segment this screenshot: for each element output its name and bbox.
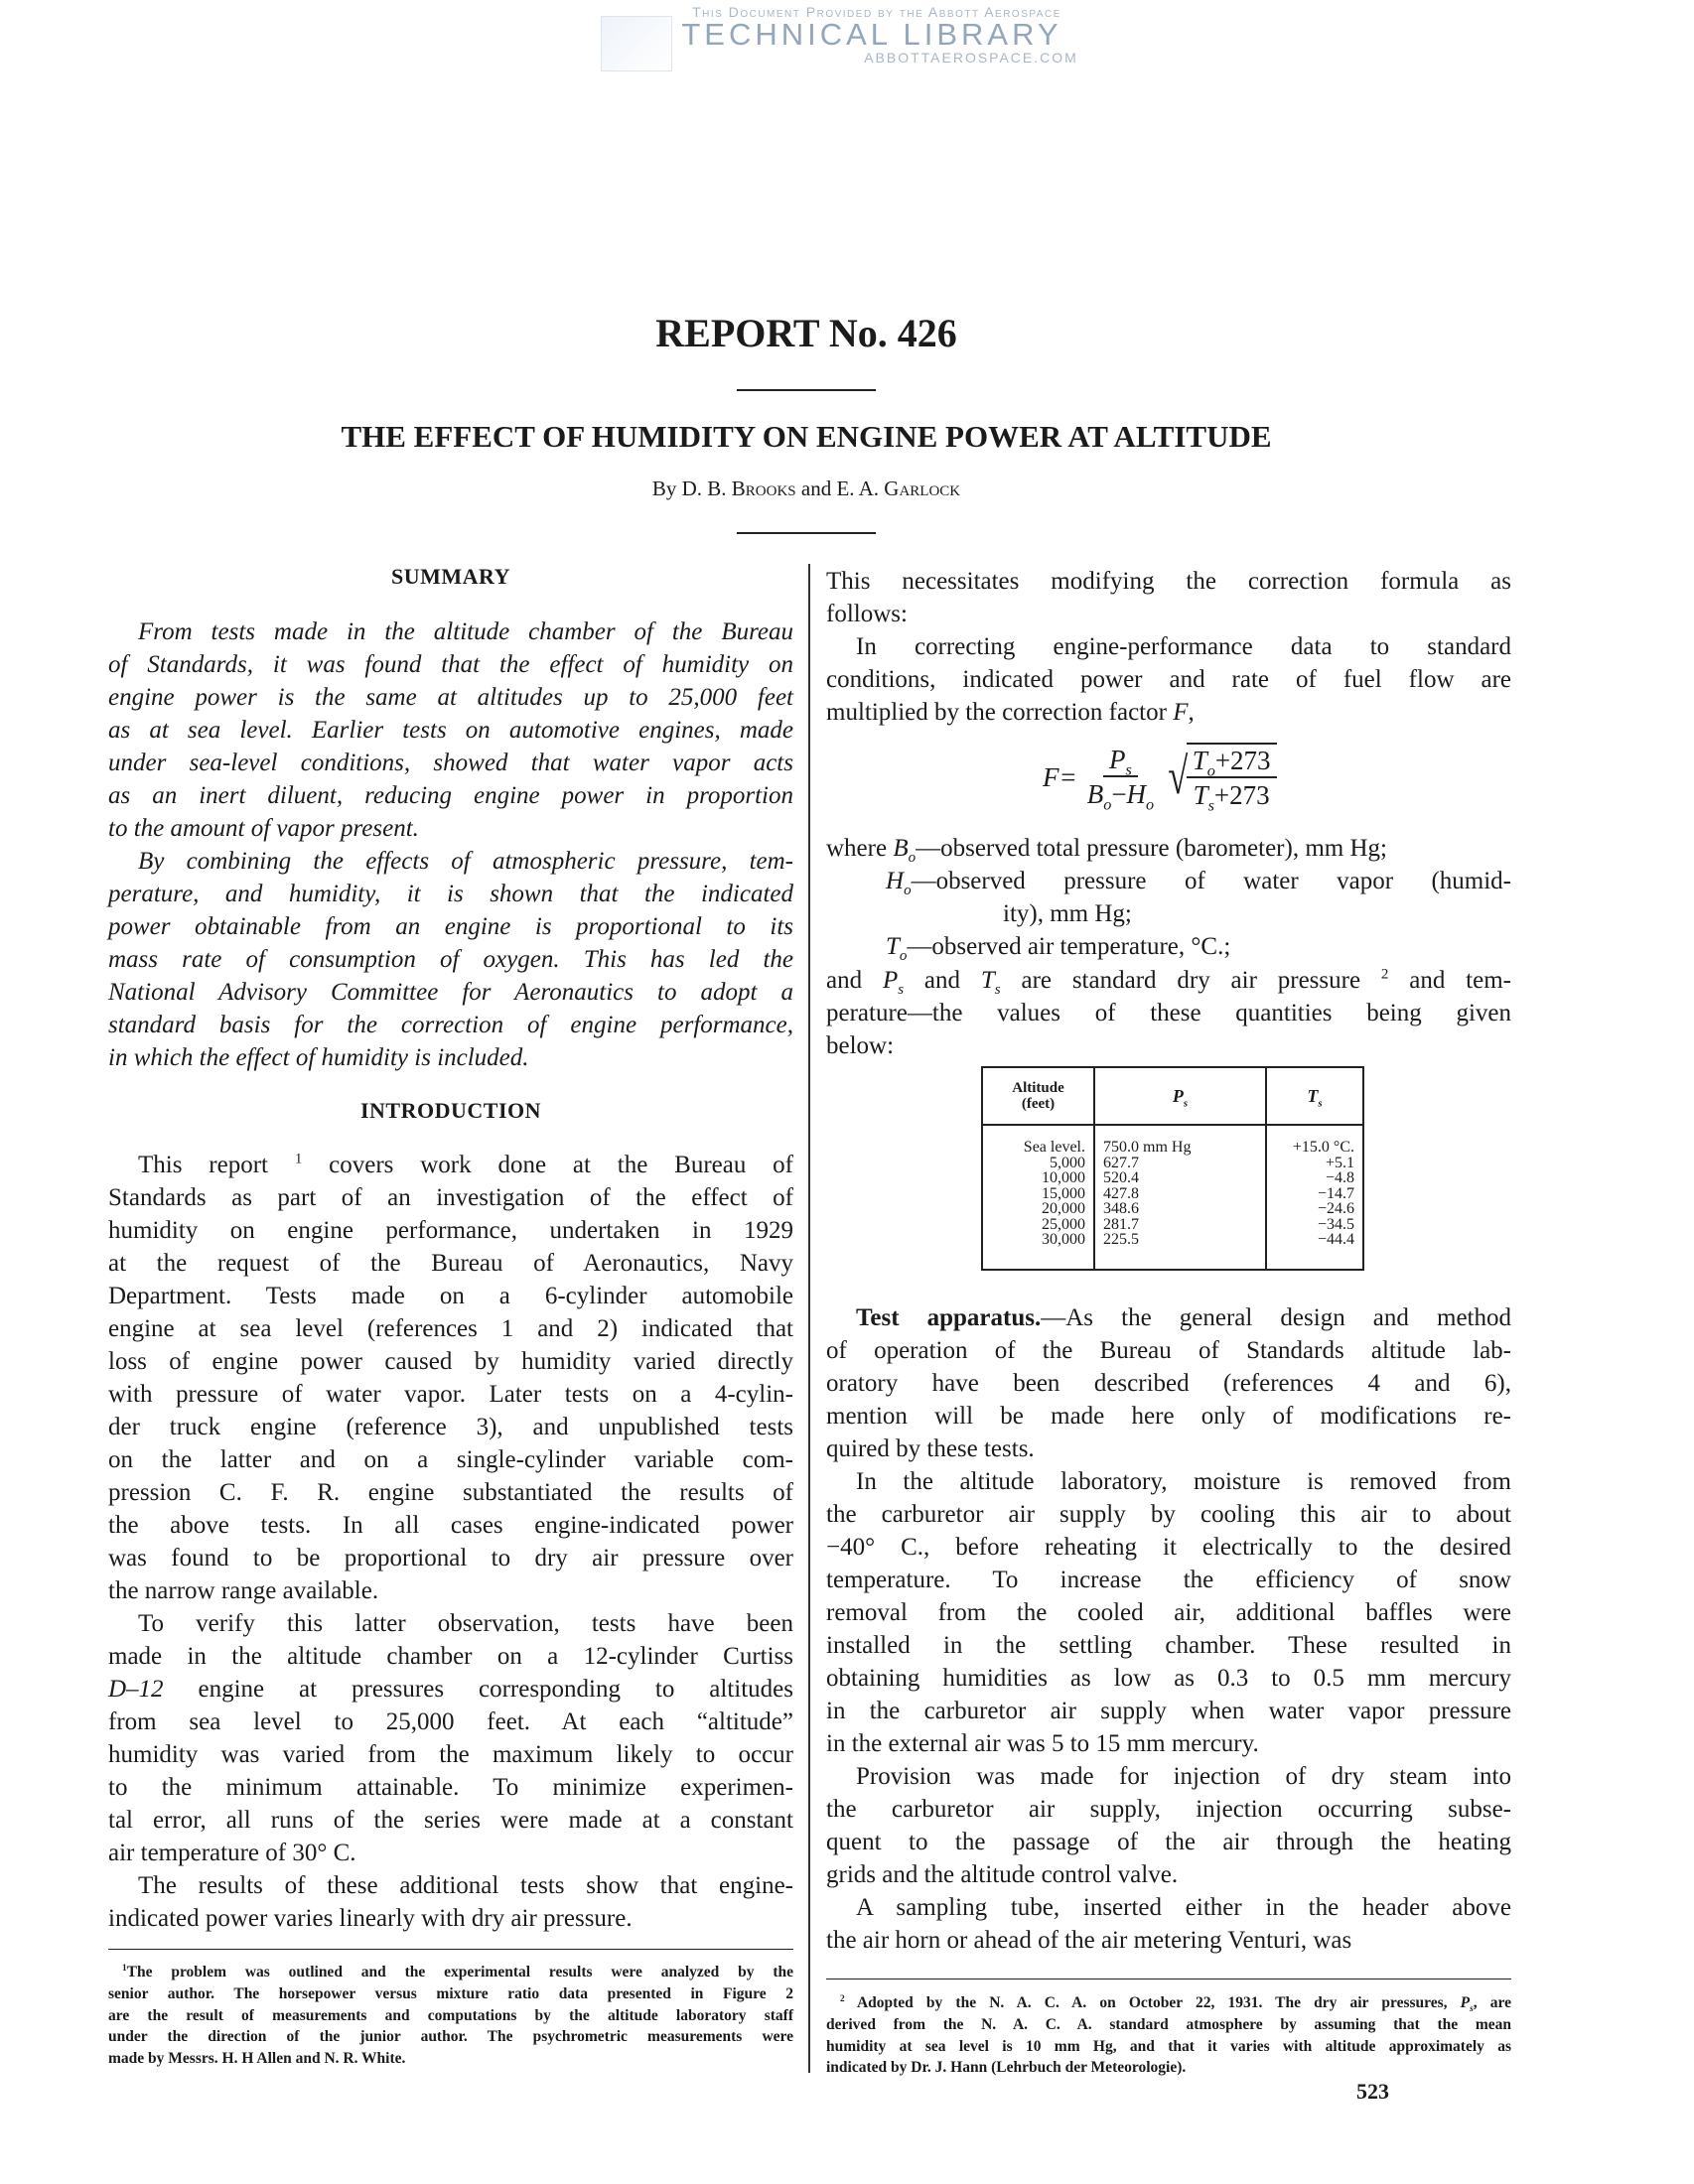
text-line xyxy=(108,1149,793,1181)
column-divider xyxy=(808,564,810,2073)
report-number: REPORT No. 426 xyxy=(655,311,957,355)
altitude-cell: 15,000 xyxy=(982,1186,1094,1202)
text-line: Department. Tests made on a 6-cylinder automobile xyxy=(108,1283,793,1309)
formula-root-fraction xyxy=(1187,745,1277,815)
text-segment: 1 xyxy=(294,1151,303,1167)
text-line: National Advisory Committee for Aeronautics to adopt a xyxy=(108,979,793,1006)
text-line: oratory have been described (references 4 and 6), xyxy=(826,1370,1511,1397)
formula-lhs: F= xyxy=(1043,761,1077,792)
text-line: By combining the effects of atmospheric pressure, tem- xyxy=(138,848,793,875)
text-line xyxy=(826,964,1511,997)
authors-rule xyxy=(737,532,876,534)
text-line: under the direction of the junior author. The psychrometric measurements were xyxy=(108,2028,793,2046)
text-line xyxy=(826,930,1511,963)
text-line: senior author. The horsepower versus mixture ratio data presented in Figure 2 xyxy=(108,1984,793,2002)
text-segment: —observed total pressure (barometer), mm Hg; xyxy=(916,835,1387,862)
text-segment: Adopted by the N. A. C. A. on October 22, 1931. The dry air pressures, xyxy=(844,1994,1461,2011)
text-line: mass rate of consumption of oxygen. This has led the xyxy=(108,946,793,973)
text-line xyxy=(826,1992,1511,2014)
formula-den-a: B xyxy=(1086,779,1104,809)
pressure-cell: 427.8 xyxy=(1094,1186,1266,1202)
text-line: follows: xyxy=(826,601,908,627)
text-line: perature—the values of these quantities being given xyxy=(826,1000,1511,1026)
formula-num: P xyxy=(1109,745,1126,774)
text-line: engine at sea level (references 1 and 2) indicated that xyxy=(108,1315,793,1342)
text-line: tal error, all runs of the series were made at a constant xyxy=(108,1807,793,1834)
text-segment: and tem- xyxy=(1388,967,1511,994)
text-line: temperature. To increase the efficiency of snow xyxy=(826,1567,1511,1593)
text-line: power obtainable from an engine is proportional to its xyxy=(108,913,793,940)
text-line xyxy=(826,1301,1511,1334)
header-pressure xyxy=(1094,1067,1266,1125)
text-line: −40° C., before reheating it electrically to the desired xyxy=(826,1534,1511,1561)
temperature-cell: −14.7 xyxy=(1266,1186,1363,1202)
text-line: Provision was made for injection of dry steam into xyxy=(856,1763,1511,1790)
temperature-cell: −34.5 xyxy=(1266,1217,1363,1233)
footnote-2 xyxy=(826,1992,1511,2079)
watermark xyxy=(0,4,1694,66)
formula-num-sub: s xyxy=(1125,760,1132,779)
test-apparatus-text xyxy=(826,1301,1511,1957)
text-line: removal from the cooled air, additional baffles were xyxy=(826,1599,1511,1626)
text-line: to the amount of vapor present. xyxy=(108,815,419,842)
altitude-cell: 5,000 xyxy=(982,1156,1094,1171)
temperature-cell: −4.8 xyxy=(1266,1170,1363,1186)
text-line: To verify this latter observation, tests have been xyxy=(138,1610,793,1637)
text-segment: P xyxy=(1460,1994,1471,2011)
text-segment: , xyxy=(1188,699,1195,726)
formula-den-b-sub: o xyxy=(1146,795,1155,814)
text-line: air temperature of 30° C. xyxy=(108,1840,356,1866)
text-line: made in the altitude chamber on a 12-cylinder Curtiss xyxy=(108,1643,793,1670)
text-line: the air horn or ahead of the air metering Venturi, was xyxy=(826,1927,1352,1954)
text-line: under sea-level conditions, showed that water vapor acts xyxy=(108,750,793,776)
text-segment: —observed air temperature, °C.; xyxy=(907,933,1231,960)
footnote-rule xyxy=(108,1949,793,1950)
standard-values-text xyxy=(826,964,1511,1062)
text-line: at the request of the Bureau of Aeronautics, Navy xyxy=(108,1250,793,1277)
formula-root-den-rest: +273 xyxy=(1213,780,1270,810)
header-t-sub: s xyxy=(1318,1097,1323,1110)
text-line xyxy=(108,1962,793,1983)
altitude-cell: 30,000 xyxy=(982,1232,1094,1248)
text-segment: o xyxy=(899,948,908,964)
altitude-cell: 25,000 xyxy=(982,1217,1094,1233)
text-segment: The problem was outlined and the experimental results were analyzed by the xyxy=(126,1964,793,1980)
text-line: A sampling tube, inserted either in the header above xyxy=(856,1894,1511,1921)
formula-root-num-sub: o xyxy=(1206,761,1215,780)
altitude-cell: Sea level. xyxy=(982,1125,1094,1156)
correction-formula xyxy=(1043,743,1277,815)
text-line: as an inert diluent, reducing engine power in proportion xyxy=(108,782,793,809)
header-p: P xyxy=(1172,1086,1184,1106)
text-line: pression C. F. R. engine substantiated the results of xyxy=(108,1479,793,1506)
text-line: loss of engine power caused by humidity varied directly xyxy=(108,1348,793,1375)
pressure-cell: 225.5 xyxy=(1094,1232,1266,1248)
temperature-cell: −44.4 xyxy=(1266,1232,1363,1248)
pressure-cell: 281.7 xyxy=(1094,1217,1266,1233)
text-segment: and xyxy=(904,967,981,994)
header-altitude-unit: (feet) xyxy=(1021,1096,1056,1112)
square-root-icon: √ xyxy=(1168,749,1189,805)
text-line: from sea level to 25,000 feet. At each “altitude” xyxy=(108,1708,793,1735)
text-line: quent to the passage of the air through the heating xyxy=(826,1829,1511,1855)
text-segment: 1 xyxy=(122,1963,127,1974)
formula-den-a-sub: o xyxy=(1103,795,1112,814)
text-segment: T xyxy=(980,967,995,994)
text-segment: F xyxy=(1173,699,1189,726)
header-altitude xyxy=(982,1067,1094,1125)
text-line: grids and the altitude control valve. xyxy=(826,1861,1179,1888)
table-row xyxy=(982,1217,1363,1233)
author-1: D. B. Brooks xyxy=(681,477,796,500)
text-line: ity), mm Hg; xyxy=(1003,900,1132,927)
text-line: the carburetor air supply by cooling this air to about xyxy=(826,1501,1511,1528)
text-segment: and xyxy=(826,967,883,994)
introduction-heading: INTRODUCTION xyxy=(359,1098,542,1123)
text-line: humidity at sea level is 10 mm Hg, and that it varies with altitude approximately as xyxy=(826,2037,1511,2055)
header-altitude-label: Altitude xyxy=(1012,1080,1064,1096)
text-line xyxy=(826,865,1511,897)
text-line: derived from the N. A. C. A. standard atmosphere by assuming that the mean xyxy=(826,2015,1511,2033)
formula-definitions xyxy=(826,832,1511,963)
correction-intro-text xyxy=(826,565,1511,729)
authors xyxy=(0,477,1613,501)
text-line: engine power is the same at altitudes up to 25,000 feet xyxy=(108,684,793,711)
formula-den-b: H xyxy=(1126,779,1147,809)
temperature-cell: +5.1 xyxy=(1266,1156,1363,1171)
table-row xyxy=(982,1156,1363,1171)
summary-text xyxy=(108,615,793,1074)
pressure-cell: 627.7 xyxy=(1094,1156,1266,1171)
text-segment: where xyxy=(826,835,894,862)
text-line: as at sea level. Earlier tests on automotive engines, made xyxy=(108,717,793,744)
text-line: with pressure of water vapor. Later tests on a 4-cylin- xyxy=(108,1381,793,1408)
title-rule xyxy=(737,389,876,391)
text-line xyxy=(108,1673,793,1706)
header-t: T xyxy=(1307,1086,1319,1106)
text-segment: —As the general design and method xyxy=(1041,1304,1511,1331)
text-segment: are standard dry air pressure xyxy=(1000,967,1381,994)
text-segment: T xyxy=(886,933,900,960)
page-number: 523 xyxy=(1356,2079,1389,2104)
paper-title: THE EFFECT OF HUMIDITY ON ENGINE POWER AT ALTITUDE xyxy=(341,419,1272,454)
text-segment: , are xyxy=(1473,1994,1511,2011)
altitude-cell: 20,000 xyxy=(982,1201,1094,1217)
text-line: humidity was varied from the maximum likely to occur xyxy=(108,1741,793,1768)
pressure-cell: 348.6 xyxy=(1094,1201,1266,1217)
text-segment: covers work done at the Bureau of xyxy=(302,1152,793,1178)
table-row xyxy=(982,1201,1363,1217)
text-line: made by Messrs. H. H Allen and N. R. White. xyxy=(108,2050,406,2068)
text-line: perature, and humidity, it is shown that the indicated xyxy=(108,881,793,907)
table-row xyxy=(982,1170,1363,1186)
text-line: Standards as part of an investigation of the effect of xyxy=(108,1184,793,1211)
text-line: the above tests. In all cases engine-indicated power xyxy=(108,1512,793,1539)
text-line: on the latter and on a single-cylinder variable com- xyxy=(108,1446,793,1473)
text-segment: —observed pressure of water vapor (humid- xyxy=(911,868,1511,894)
text-segment: engine at pressures corresponding to altitudes xyxy=(163,1676,793,1703)
table-header-row xyxy=(982,1067,1363,1125)
footnote-1 xyxy=(108,1962,793,2070)
text-line: installed in the settling chamber. These resulted in xyxy=(826,1632,1511,1659)
header-p-sub: s xyxy=(1183,1097,1189,1110)
watermark-url: ABBOTTAEROSPACE.COM xyxy=(864,50,1078,66)
watermark-title: TECHNICAL LIBRARY xyxy=(681,17,1062,52)
author-2: E. A. Garlock xyxy=(836,477,961,500)
formula-root-num: T xyxy=(1192,746,1207,775)
formula-root-den-sub: s xyxy=(1207,796,1214,815)
text-line: indicated power varies linearly with dry air pressure. xyxy=(108,1905,633,1932)
formula-fraction xyxy=(1081,744,1160,814)
table-row xyxy=(982,1125,1363,1156)
temperature-cell: +15.0 °C. xyxy=(1266,1125,1363,1156)
pressure-cell: 520.4 xyxy=(1094,1170,1266,1186)
text-line: of Standards, it was found that the effect of humidity on xyxy=(108,651,793,678)
text-line: The results of these additional tests show that engine- xyxy=(138,1872,793,1899)
text-line: mention will be made here only of modifications re- xyxy=(826,1403,1511,1430)
text-segment: 2 xyxy=(1380,966,1389,983)
watermark-line1: This Document Provided by the Abbott Aerospace xyxy=(692,4,1061,20)
introduction-text xyxy=(108,1149,793,1935)
text-line: was found to be proportional to dry air pressure over xyxy=(108,1545,793,1571)
text-line: quired by these tests. xyxy=(826,1435,1035,1462)
text-line: This necessitates modifying the correction formula as xyxy=(826,568,1511,595)
text-line: below: xyxy=(826,1032,895,1059)
table-spacer-row xyxy=(982,1248,1363,1271)
and-label: and xyxy=(795,477,837,500)
text-line: are the result of measurements and computations by the altitude laboratory staff xyxy=(108,2006,793,2024)
text-line: humidity on engine performance, undertaken in 1929 xyxy=(108,1217,793,1244)
text-line: in the external air was 5 to 15 mm mercury. xyxy=(826,1730,1259,1757)
header-temperature xyxy=(1266,1067,1363,1125)
text-segment: P xyxy=(882,967,899,994)
text-segment: Test apparatus. xyxy=(856,1304,1042,1331)
text-line: the narrow range available. xyxy=(108,1577,379,1604)
text-line: From tests made in the altitude chamber of the Bureau xyxy=(138,618,793,645)
text-segment: D–12 xyxy=(108,1676,164,1703)
text-line: conditions, indicated power and rate of fuel flow are xyxy=(826,666,1511,693)
by-label: By xyxy=(651,477,682,500)
formula-root-num-rest: +273 xyxy=(1214,746,1271,775)
formula-minus: − xyxy=(1111,779,1127,809)
text-segment: s xyxy=(1470,2004,1474,2015)
table-row xyxy=(982,1186,1363,1202)
text-line: In correcting engine-performance data to standard xyxy=(856,633,1511,660)
text-line xyxy=(826,832,1511,865)
temperature-cell: −24.6 xyxy=(1266,1201,1363,1217)
pressure-cell: 750.0 mm Hg xyxy=(1094,1125,1266,1156)
text-segment: o xyxy=(908,850,917,866)
formula-root-den: T xyxy=(1193,780,1208,810)
text-segment: 2 xyxy=(840,1993,845,2004)
text-segment: s xyxy=(898,982,905,998)
text-line: of operation of the Bureau of Standards altitude lab- xyxy=(826,1337,1511,1364)
altitude-cell: 10,000 xyxy=(982,1170,1094,1186)
text-segment: B xyxy=(893,835,909,862)
text-line: der truck engine (reference 3), and unpublished tests xyxy=(108,1414,793,1440)
text-line: in the carburetor air supply when water vapor pressure xyxy=(826,1698,1511,1724)
text-segment: This report xyxy=(138,1152,295,1178)
text-segment: H xyxy=(886,868,905,894)
table-row xyxy=(982,1232,1363,1248)
text-line: the carburetor air supply, injection occurring subse- xyxy=(826,1796,1511,1823)
standard-atmosphere-table xyxy=(981,1066,1364,1271)
text-line: In the altitude laboratory, moisture is removed from xyxy=(856,1468,1511,1495)
text-line: indicated by Dr. J. Hann (Lehrbuch der Meteorologie). xyxy=(826,2059,1187,2077)
text-line: in which the effect of humidity is included. xyxy=(108,1044,529,1071)
text-line xyxy=(826,696,1511,729)
summary-heading: SUMMARY xyxy=(390,564,511,589)
text-segment: s xyxy=(994,982,1001,998)
text-segment: o xyxy=(904,883,912,898)
text-line: standard basis for the correction of engine performance, xyxy=(108,1012,793,1038)
text-line: obtaining humidities as low as 0.3 to 0.5 mm mercury xyxy=(826,1665,1511,1692)
text-line: to the minimum attainable. To minimize experimen- xyxy=(108,1774,793,1801)
text-segment: multiplied by the correction factor xyxy=(826,699,1174,726)
